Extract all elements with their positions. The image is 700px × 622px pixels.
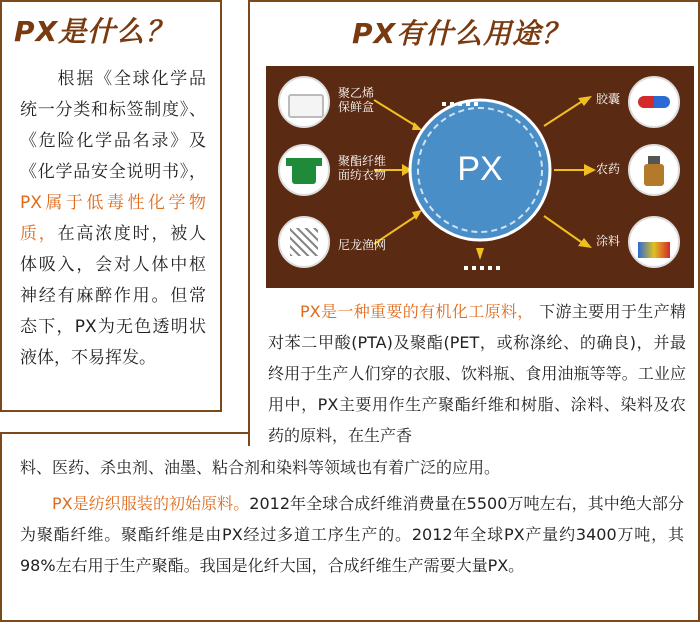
plastic-container-icon [278,76,330,128]
left-body-highlight: PX属于低毒性化学物质， [20,193,206,244]
px-center-label: PX [457,150,503,188]
usage-para-1-cont: 料、医药、杀虫剂、油墨、粘合剂和染料等领域也有着广泛的应用。 [20,458,501,477]
item-label-capsule: 胶囊 [596,92,621,106]
item-label-net: 尼龙渔网 [338,238,387,252]
usage-para-2-text: 2012年全球合成纤维消费量在5500万吨左右，其中绝大部分为聚酯纤维。聚酯纤维是由PX经过多道工序生产的。2012年全球PX产量约3400万吨，其98%左右用于生产聚酯。我国是化纤大国，合成纤维生产需要大量PX。 [20,494,684,575]
green-tshirt-icon [278,144,330,196]
item-label-pesticide: 农药 [596,162,621,176]
usage-para-1-text: 下游主要用于生产精对苯二甲酸(PTA)及聚酯(PET，或称涤纶、的确良)，并最终用于生产人们穿的衣服、饮料瓶、食用油瓶等等。工业应用中，PX主要用作生产聚酯纤维和树脂、涂料、染料及农药的原料，在生产香 [268,302,686,445]
usage-para-1 [268,296,686,451]
right-title: PX有什么用途？ [352,17,571,50]
item-label-plastic: 聚乙烯 保鲜盒 [338,86,375,114]
usage-para-2 [20,488,684,581]
divider-line [0,432,250,434]
item-label-tshirt: 聚酯纤维 面纺衣物 [338,154,387,182]
fishing-net-icon [278,216,330,268]
divider-line-v [248,432,250,434]
capsule-icon [628,76,680,128]
usage-para-1-highlight: PX是一种重要的有机化工原料， [300,302,534,321]
paint-icon [628,216,680,268]
left-body-post: 在高浓度时，被人体吸入，会对人体中枢神经有麻醉作用。但常态下，PX为无色透明状液体，不易挥发。 [20,224,207,368]
left-title: PX是什么？ [14,15,175,48]
left-body-pre: 根据《全球化学品统一分类和标签制度》、《危险化学品名录》及《化学品安全说明书》， [20,69,206,182]
item-label-paint: 涂料 [596,234,621,248]
pesticide-bottle-icon [628,144,680,196]
left-body [20,64,206,374]
px-usage-diagram [266,66,694,288]
usage-para-2-highlight: PX是纺织服装的初始原料。 [52,494,250,513]
